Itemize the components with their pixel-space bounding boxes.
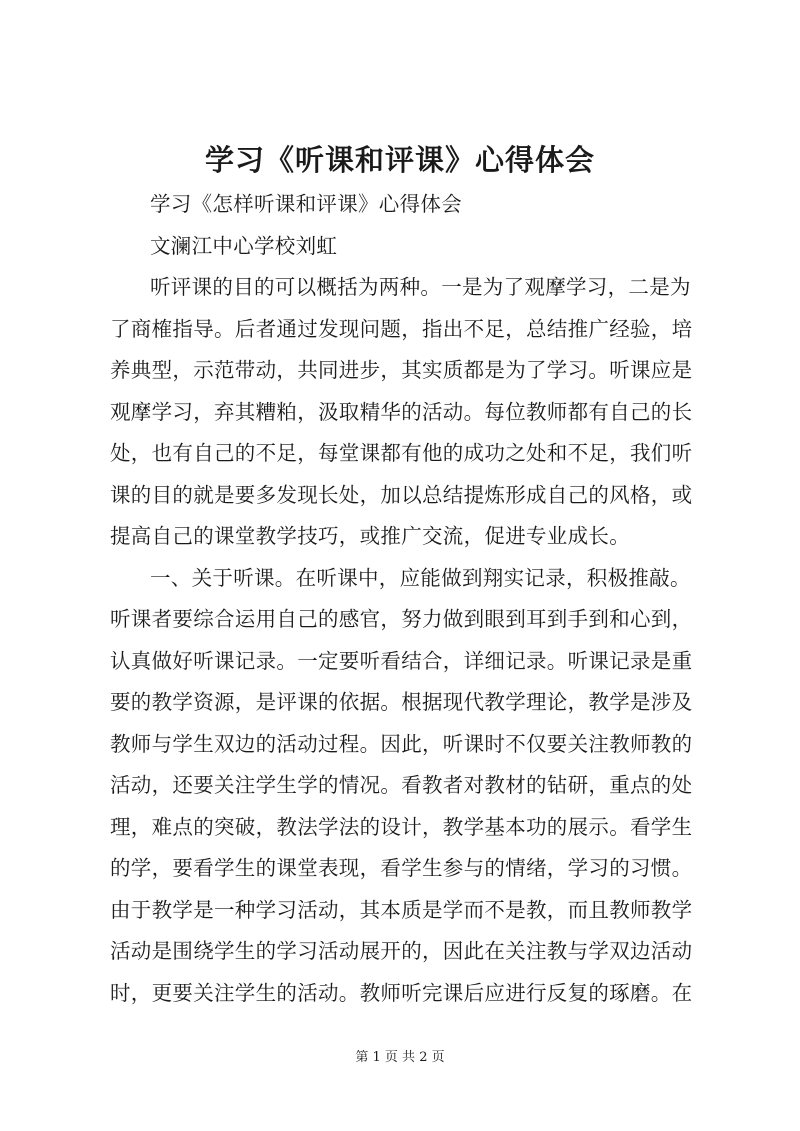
paragraph-line: 由于教学是一种学习活动，其本质是学而不是教，而且教师教学 <box>110 898 693 922</box>
paragraph-line: 听课者要综合运用自己的感官，努力做到眼到耳到手到和心到， <box>110 607 693 631</box>
paragraph-line: 一、关于听课。在听课中，应能做到翔实记录，积极推敲。 <box>150 566 691 590</box>
paragraph-line: 的学，要看学生的课堂表现，看学生参与的情绪，学习的习惯。 <box>110 856 693 880</box>
paragraph-line: 观摩学习，弃其糟粕，汲取精华的活动。每位教师都有自己的长 <box>110 400 693 424</box>
paragraph-line: 教师与学生双边的活动过程。因此，听课时不仅要关注教师教的 <box>110 732 693 756</box>
paragraph-line: 要的教学资源，是评课的依据。根据现代教学理论，教学是涉及 <box>110 690 693 714</box>
paragraph-line: 听评课的目的可以概括为两种。一是为了观摩学习，二是为 <box>150 275 691 299</box>
paragraph-line: 课的目的就是要多发现长处，加以总结提炼形成自己的风格，或 <box>110 483 693 507</box>
paragraph-line: 活动是围绕学生的学习活动展开的，因此在关注教与学双边活动 <box>110 939 693 963</box>
paragraph-line: 活动，还要关注学生学的情况。看教者对教材的钻研，重点的处 <box>110 773 693 797</box>
paragraph-line: 了商榷指导。后者通过发现问题，指出不足，总结推广经验，培 <box>110 317 693 341</box>
paragraph-line: 养典型，示范带动，共同进步，其实质都是为了学习。听课应是 <box>110 358 693 382</box>
paragraph-line: 提高自己的课堂教学技巧，或推广交流，促进专业成长。 <box>110 524 630 548</box>
paragraph-line: 时，更要关注学生的活动。教师听完课后应进行反复的琢磨。在 <box>110 981 693 1005</box>
document-author: 文澜江中心学校刘虹 <box>150 234 338 258</box>
paragraph-line: 理，难点的突破，教法学法的设计，教学基本功的展示。看学生 <box>110 815 693 839</box>
paragraph-line: 认真做好听课记录。一定要听看结合，详细记录。听课记录是重 <box>110 649 693 673</box>
document-title: 学习《听课和评课》心得体会 <box>204 143 595 177</box>
document-subtitle: 学习《怎样听课和评课》心得体会 <box>150 192 462 216</box>
page-footer: 第 1 页 共 2 页 <box>355 1050 445 1065</box>
paragraph-line: 处，也有自己的不足，每堂课都有他的成功之处和不足，我们听 <box>110 441 693 465</box>
